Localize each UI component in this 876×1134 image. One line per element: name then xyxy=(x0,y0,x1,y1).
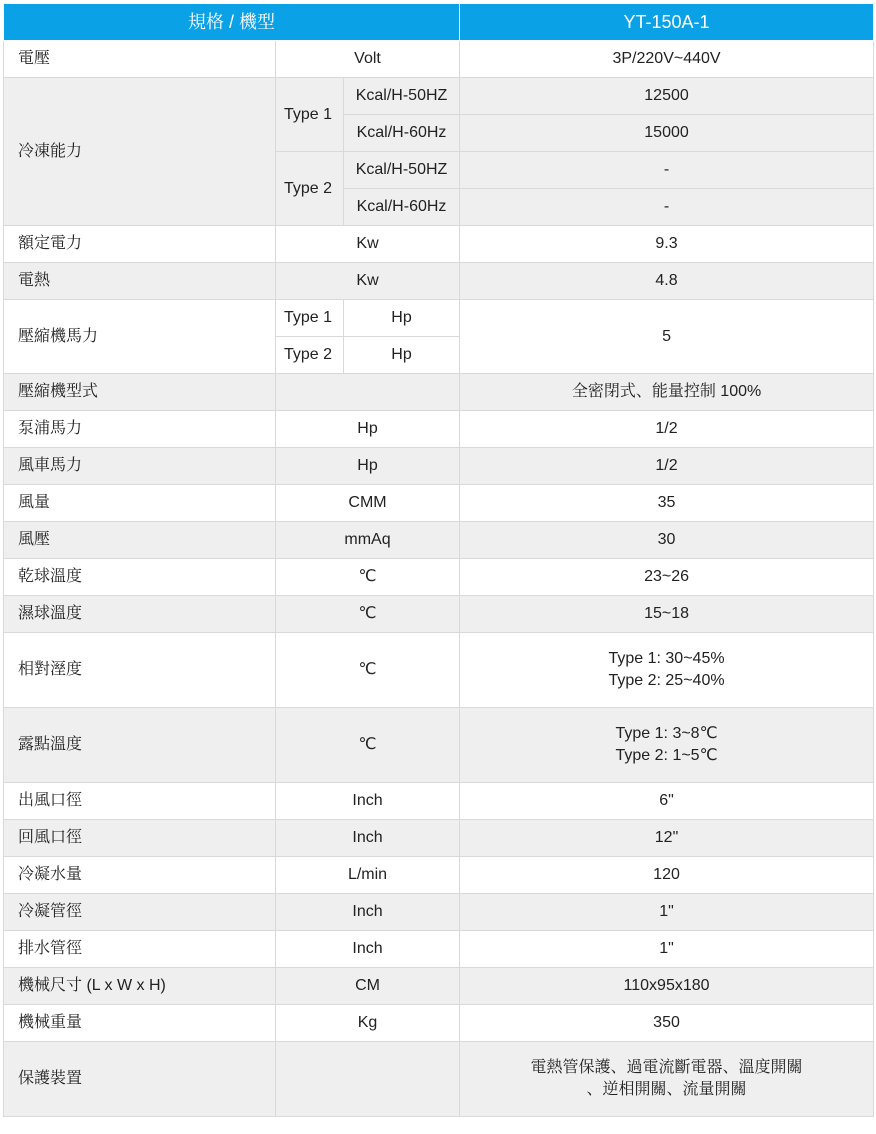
row-outlet xyxy=(4,783,874,820)
row-value: 120 xyxy=(460,857,874,894)
row-label: 保護裝置 xyxy=(4,1042,276,1117)
row-dimensions xyxy=(4,968,874,1005)
row-value: 3P/220V~440V xyxy=(460,41,874,78)
row-unit: Volt xyxy=(276,41,460,78)
row-value xyxy=(460,708,874,783)
row-label: 出風口徑 xyxy=(4,783,276,820)
header-model: YT-150A-1 xyxy=(460,4,874,41)
row-unit: Inch xyxy=(276,783,460,820)
row-dew-point xyxy=(4,708,874,783)
value-line: Type 1: 3~8℃ xyxy=(615,725,718,742)
row-unit: L/min xyxy=(276,857,460,894)
row-label: 機械尺寸 (L x W x H) xyxy=(4,968,276,1005)
row-compressor-type xyxy=(4,374,874,411)
row-unit xyxy=(276,374,460,411)
row-label: 相對溼度 xyxy=(4,633,276,708)
row-label: 冷凝管徑 xyxy=(4,894,276,931)
row-unit: Kcal/H-50HZ xyxy=(344,152,460,189)
row-unit: Kcal/H-50HZ xyxy=(344,78,460,115)
row-rated-power xyxy=(4,226,874,263)
row-label: 機械重量 xyxy=(4,1005,276,1042)
row-value: 1/2 xyxy=(460,448,874,485)
row-value: 1" xyxy=(460,931,874,968)
value-line: Type 2: 1~5℃ xyxy=(615,747,718,764)
row-value: 30 xyxy=(460,522,874,559)
row-value xyxy=(460,633,874,708)
row-unit: Kw xyxy=(276,226,460,263)
row-label: 壓縮機型式 xyxy=(4,374,276,411)
row-label: 濕球溫度 xyxy=(4,596,276,633)
row-unit: ℃ xyxy=(276,559,460,596)
type-label: Type 2 xyxy=(276,152,344,226)
row-unit: Inch xyxy=(276,894,460,931)
row-unit: Kw xyxy=(276,263,460,300)
row-value: 12" xyxy=(460,820,874,857)
row-label: 泵浦馬力 xyxy=(4,411,276,448)
row-value xyxy=(460,1042,874,1117)
row-heater xyxy=(4,263,874,300)
row-drain-pipe xyxy=(4,931,874,968)
row-value: 9.3 xyxy=(460,226,874,263)
row-value: 15000 xyxy=(460,115,874,152)
row-return xyxy=(4,820,874,857)
type-label: Type 2 xyxy=(276,337,344,374)
row-unit: CMM xyxy=(276,485,460,522)
row-unit: mmAq xyxy=(276,522,460,559)
header-spec: 規格 / 機型 xyxy=(4,4,460,41)
row-unit: Inch xyxy=(276,931,460,968)
row-fan-hp xyxy=(4,448,874,485)
row-unit: ℃ xyxy=(276,596,460,633)
row-value: 15~18 xyxy=(460,596,874,633)
row-unit: CM xyxy=(276,968,460,1005)
row-value: 1/2 xyxy=(460,411,874,448)
row-unit: Hp xyxy=(276,448,460,485)
type-label: Type 1 xyxy=(276,78,344,152)
row-label: 乾球溫度 xyxy=(4,559,276,596)
row-label: 露點溫度 xyxy=(4,708,276,783)
row-value: 110x95x180 xyxy=(460,968,874,1005)
type-label: Type 1 xyxy=(276,300,344,337)
row-condenser-pipe xyxy=(4,894,874,931)
row-value: - xyxy=(460,189,874,226)
value-line: 、逆相開關、流量開關 xyxy=(586,1081,747,1098)
row-value: 5 xyxy=(460,300,874,374)
row-unit xyxy=(276,1042,460,1117)
row-value: 12500 xyxy=(460,78,874,115)
row-label: 電熱 xyxy=(4,263,276,300)
value-line: 電熱管保護、過電流斷電器、溫度開關 xyxy=(530,1059,803,1076)
row-label: 風車馬力 xyxy=(4,448,276,485)
value-line: Type 1: 30~45% xyxy=(608,650,725,667)
row-compressor-hp-1 xyxy=(4,300,874,337)
row-unit: Hp xyxy=(344,300,460,337)
row-label: 風壓 xyxy=(4,522,276,559)
row-condensate xyxy=(4,857,874,894)
row-value: 35 xyxy=(460,485,874,522)
row-dry-bulb xyxy=(4,559,874,596)
row-pump-hp xyxy=(4,411,874,448)
row-value: 4.8 xyxy=(460,263,874,300)
row-voltage xyxy=(4,41,874,78)
row-label: 額定電力 xyxy=(4,226,276,263)
row-air-pressure xyxy=(4,522,874,559)
row-label: 風量 xyxy=(4,485,276,522)
row-label: 排水管徑 xyxy=(4,931,276,968)
spec-table xyxy=(3,3,874,1117)
header-row xyxy=(4,4,874,41)
row-wet-bulb xyxy=(4,596,874,633)
row-value: 全密閉式、能量控制 100% xyxy=(460,374,874,411)
row-humidity xyxy=(4,633,874,708)
row-label: 冷凝水量 xyxy=(4,857,276,894)
row-unit: ℃ xyxy=(276,708,460,783)
row-unit: ℃ xyxy=(276,633,460,708)
row-unit: Hp xyxy=(276,411,460,448)
value-line: Type 2: 25~40% xyxy=(608,672,725,689)
row-label: 壓縮機馬力 xyxy=(4,300,276,374)
row-value: 6" xyxy=(460,783,874,820)
row-cooling-1 xyxy=(4,78,874,115)
row-unit: Kg xyxy=(276,1005,460,1042)
row-protection xyxy=(4,1042,874,1117)
row-value: - xyxy=(460,152,874,189)
row-weight xyxy=(4,1005,874,1042)
row-unit: Inch xyxy=(276,820,460,857)
row-label: 冷凍能力 xyxy=(4,78,276,226)
row-label: 回風口徑 xyxy=(4,820,276,857)
row-value: 23~26 xyxy=(460,559,874,596)
row-value: 1" xyxy=(460,894,874,931)
row-value: 350 xyxy=(460,1005,874,1042)
row-unit: Kcal/H-60Hz xyxy=(344,189,460,226)
row-airflow xyxy=(4,485,874,522)
row-unit: Hp xyxy=(344,337,460,374)
row-label: 電壓 xyxy=(4,41,276,78)
row-unit: Kcal/H-60Hz xyxy=(344,115,460,152)
